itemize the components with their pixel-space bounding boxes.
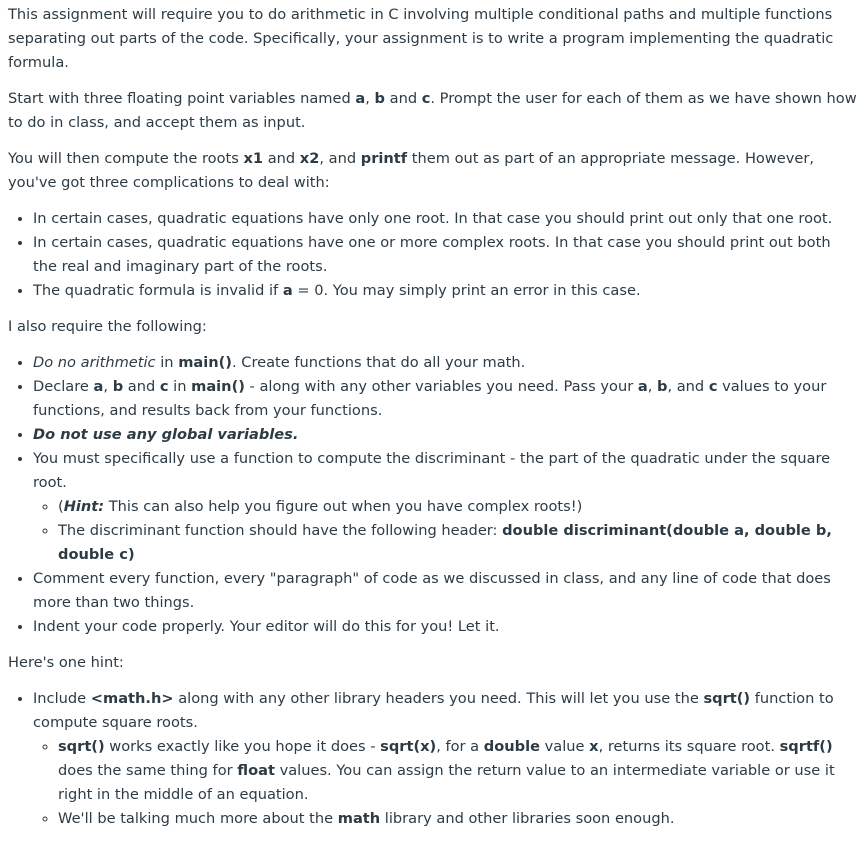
text: in: [168, 378, 192, 395]
var-a: a: [282, 282, 293, 299]
hint-label: Hint:: [63, 498, 105, 515]
complications-list: [8, 207, 858, 303]
text: function to compute square roots.: [33, 690, 834, 731]
list-item: [33, 615, 858, 639]
text: Here's one hint:: [8, 654, 124, 671]
text: In certain cases, quadratic equations have one or more complex roots. In that case you should print out both the real and imaginary part of the roots.: [33, 234, 831, 275]
hint-intro: [8, 651, 858, 675]
var-x: x: [589, 738, 599, 755]
list-item: [33, 687, 858, 831]
sqrt-function: sqrt(): [703, 690, 751, 707]
list-item: [33, 351, 858, 375]
list-item: [33, 375, 858, 423]
variables-paragraph: [8, 87, 858, 135]
emphasis: Do no arithmetic: [33, 354, 156, 371]
text: along with any other library headers you need. This will let you use the: [173, 690, 704, 707]
text: ,: [103, 378, 113, 395]
sqrt-sublist: [33, 735, 858, 831]
text: , and: [319, 150, 361, 167]
text: You must specifically use a function to compute the discriminant - the part of the quadratic under the square root.: [33, 450, 831, 491]
text: . Prompt the user for each of them as we have shown how to do in class, and accept them as input.: [8, 90, 857, 131]
main-function: main(): [191, 378, 245, 395]
text: Start with three floating point variables named: [8, 90, 356, 107]
text: You will then compute the roots: [8, 150, 244, 167]
emphasis: Do not use any global variables.: [33, 426, 299, 443]
list-item: [58, 495, 858, 519]
text: works exactly like you hope it does -: [104, 738, 381, 755]
sqrtf-function: sqrtf(): [779, 738, 833, 755]
var-c: c: [708, 378, 718, 395]
text: ,: [647, 378, 657, 395]
var-a: a: [637, 378, 648, 395]
list-item: [33, 279, 858, 303]
text: The quadratic formula is invalid if: [33, 282, 283, 299]
main-function: main(): [178, 354, 232, 371]
list-item: [58, 807, 858, 831]
text: I also require the following:: [8, 318, 207, 335]
double-keyword: double: [483, 738, 540, 755]
math-library: math: [337, 810, 381, 827]
text: (: [58, 498, 64, 515]
var-b: b: [656, 378, 668, 395]
text: library and other libraries soon enough.: [380, 810, 675, 827]
list-item: [33, 231, 858, 279]
text: , for a: [436, 738, 484, 755]
var-a: a: [355, 90, 366, 107]
text: and: [263, 150, 300, 167]
printf-keyword: printf: [360, 150, 408, 167]
text: value: [540, 738, 590, 755]
var-x2: x2: [299, 150, 320, 167]
var-b: b: [374, 90, 385, 107]
text: Indent your code properly. Your editor will do this for you! Let it.: [33, 618, 500, 635]
sqrt-call: sqrt(x): [380, 738, 437, 755]
text: , and: [667, 378, 709, 395]
list-item: [33, 567, 858, 615]
intro-text: This assignment will require you to do arithmetic in C involving multiple conditional paths and multiple functions separating out parts of the code. Specifically, your assignment is to write a program implementing the quadratic formula.: [8, 6, 834, 71]
include-header: <math.h>: [90, 690, 174, 707]
text: , returns its square root.: [598, 738, 780, 755]
var-c: c: [421, 90, 431, 107]
list-item: [33, 207, 858, 231]
text: - along with any other variables you need. Pass your: [244, 378, 638, 395]
var-b: b: [112, 378, 124, 395]
text: values to your functions, and results back from your functions.: [33, 378, 827, 419]
text: and: [385, 90, 422, 107]
var-c: c: [159, 378, 169, 395]
text: values. You can assign the return value to an intermediate variable or use it right in the middle of an equation.: [58, 762, 835, 803]
text: . Create functions that do all your math.: [231, 354, 526, 371]
text: The discriminant function should have the following header:: [58, 522, 503, 539]
text: in: [155, 354, 179, 371]
text: Include: [33, 690, 91, 707]
roots-paragraph: [8, 147, 858, 195]
assignment-document: [8, 3, 858, 843]
requirements-intro: [8, 315, 858, 339]
text: Comment every function, every "paragraph" of code as we discussed in class, and any line of code that does more than two things.: [33, 570, 831, 611]
list-item: [33, 423, 858, 447]
list-item: [58, 735, 858, 807]
hints-list: [8, 687, 858, 831]
intro-paragraph: [8, 3, 858, 75]
text: = 0. You may simply print an error in this case.: [292, 282, 641, 299]
text: We'll be talking much more about the: [58, 810, 338, 827]
text: This can also help you figure out when you have complex roots!): [104, 498, 583, 515]
text: and: [123, 378, 160, 395]
sqrt-function: sqrt(): [58, 738, 105, 755]
text: ,: [365, 90, 375, 107]
list-item: [58, 519, 858, 567]
requirements-list: [8, 351, 858, 639]
var-a: a: [93, 378, 104, 395]
text: them out as part of an appropriate message. However, you've got three complications to deal with:: [8, 150, 815, 191]
discriminant-sublist: [33, 495, 858, 567]
function-header: double discriminant(double a, double b, double c): [58, 522, 832, 563]
float-keyword: float: [237, 762, 275, 779]
text: Declare: [33, 378, 94, 395]
text: In certain cases, quadratic equations have only one root. In that case you should print out only that one root.: [33, 210, 833, 227]
var-x1: x1: [243, 150, 264, 167]
text: does the same thing for: [58, 762, 238, 779]
list-item: [33, 447, 858, 567]
